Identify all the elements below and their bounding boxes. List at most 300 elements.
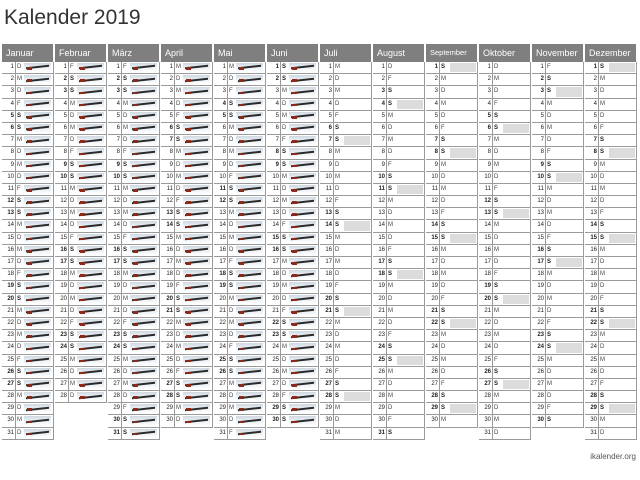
day-cell[interactable] [267, 355, 319, 367]
day-cell[interactable] [214, 62, 266, 74]
day-cell[interactable] [108, 355, 160, 367]
day-cell[interactable] [320, 403, 372, 415]
day-cell[interactable] [161, 99, 213, 111]
day-cell[interactable] [214, 415, 266, 427]
day-cell[interactable] [320, 208, 372, 220]
day-cell[interactable] [479, 184, 531, 196]
day-cell[interactable] [267, 147, 319, 159]
day-cell[interactable] [585, 196, 637, 208]
day-cell[interactable] [585, 123, 637, 135]
day-cell[interactable] [373, 391, 425, 403]
day-cell[interactable] [214, 147, 266, 159]
day-cell[interactable] [532, 367, 584, 379]
day-cell[interactable] [373, 379, 425, 391]
day-cell[interactable] [479, 342, 531, 354]
day-cell[interactable] [108, 86, 160, 98]
day-cell[interactable] [479, 172, 531, 184]
day-cell[interactable] [532, 111, 584, 123]
day-cell[interactable] [585, 355, 637, 367]
day-cell[interactable] [55, 135, 107, 147]
day-cell[interactable] [479, 74, 531, 86]
day-cell[interactable] [267, 306, 319, 318]
day-cell[interactable] [585, 233, 637, 245]
day-cell[interactable] [214, 123, 266, 135]
day-cell[interactable] [161, 415, 213, 427]
day-cell[interactable] [585, 74, 637, 86]
day-cell[interactable] [585, 269, 637, 281]
day-cell[interactable] [585, 99, 637, 111]
day-cell[interactable] [479, 257, 531, 269]
day-cell[interactable] [108, 172, 160, 184]
day-cell[interactable] [426, 257, 478, 269]
day-cell[interactable] [585, 135, 637, 147]
day-cell[interactable] [479, 245, 531, 257]
day-cell[interactable] [320, 123, 372, 135]
day-cell[interactable] [267, 367, 319, 379]
day-cell[interactable] [320, 428, 372, 440]
day-cell[interactable] [161, 306, 213, 318]
day-cell[interactable] [2, 220, 54, 232]
day-cell[interactable] [426, 391, 478, 403]
day-cell[interactable] [161, 245, 213, 257]
day-cell[interactable] [479, 379, 531, 391]
day-cell[interactable] [373, 220, 425, 232]
day-cell[interactable] [108, 269, 160, 281]
day-cell[interactable] [426, 184, 478, 196]
day-cell[interactable] [373, 367, 425, 379]
day-cell[interactable] [320, 342, 372, 354]
day-cell[interactable] [161, 330, 213, 342]
day-cell[interactable] [373, 269, 425, 281]
day-cell[interactable] [161, 160, 213, 172]
day-cell[interactable] [161, 294, 213, 306]
day-cell[interactable] [267, 220, 319, 232]
day-cell[interactable] [108, 367, 160, 379]
day-cell[interactable] [585, 86, 637, 98]
day-cell[interactable] [585, 62, 637, 74]
day-cell[interactable] [426, 135, 478, 147]
day-cell[interactable] [267, 160, 319, 172]
day-cell[interactable] [373, 355, 425, 367]
day-cell[interactable] [55, 306, 107, 318]
day-cell[interactable] [373, 86, 425, 98]
day-cell[interactable] [108, 208, 160, 220]
day-cell[interactable] [2, 196, 54, 208]
day-cell[interactable] [426, 415, 478, 427]
day-cell[interactable] [320, 306, 372, 318]
day-cell[interactable] [267, 172, 319, 184]
day-cell[interactable] [532, 86, 584, 98]
day-cell[interactable] [373, 403, 425, 415]
day-cell[interactable] [2, 184, 54, 196]
day-cell[interactable] [426, 281, 478, 293]
day-cell[interactable] [267, 342, 319, 354]
day-cell[interactable] [479, 269, 531, 281]
day-cell[interactable] [267, 86, 319, 98]
day-cell[interactable] [55, 74, 107, 86]
day-cell[interactable] [2, 330, 54, 342]
day-cell[interactable] [2, 269, 54, 281]
day-cell[interactable] [532, 220, 584, 232]
day-cell[interactable] [426, 172, 478, 184]
day-cell[interactable] [108, 391, 160, 403]
day-cell[interactable] [55, 99, 107, 111]
day-cell[interactable] [320, 257, 372, 269]
day-cell[interactable] [55, 355, 107, 367]
day-cell[interactable] [479, 415, 531, 427]
day-cell[interactable] [373, 428, 425, 440]
day-cell[interactable] [214, 208, 266, 220]
day-cell[interactable] [108, 111, 160, 123]
day-cell[interactable] [2, 257, 54, 269]
day-cell[interactable] [320, 318, 372, 330]
day-cell[interactable] [426, 147, 478, 159]
day-cell[interactable] [2, 233, 54, 245]
day-cell[interactable] [585, 172, 637, 184]
day-cell[interactable] [585, 403, 637, 415]
day-cell[interactable] [267, 403, 319, 415]
day-cell[interactable] [373, 233, 425, 245]
day-cell[interactable] [426, 62, 478, 74]
day-cell[interactable] [479, 403, 531, 415]
day-cell[interactable] [214, 306, 266, 318]
day-cell[interactable] [55, 269, 107, 281]
day-cell[interactable] [55, 62, 107, 74]
day-cell[interactable] [2, 172, 54, 184]
day-cell[interactable] [585, 281, 637, 293]
day-cell[interactable] [426, 196, 478, 208]
day-cell[interactable] [267, 257, 319, 269]
day-cell[interactable] [479, 318, 531, 330]
day-cell[interactable] [161, 74, 213, 86]
day-cell[interactable] [532, 147, 584, 159]
day-cell[interactable] [55, 208, 107, 220]
day-cell[interactable] [373, 123, 425, 135]
day-cell[interactable] [108, 281, 160, 293]
day-cell[interactable] [108, 330, 160, 342]
day-cell[interactable] [320, 269, 372, 281]
day-cell[interactable] [2, 379, 54, 391]
day-cell[interactable] [267, 269, 319, 281]
day-cell[interactable] [161, 269, 213, 281]
day-cell[interactable] [161, 318, 213, 330]
day-cell[interactable] [2, 111, 54, 123]
day-cell[interactable] [320, 160, 372, 172]
day-cell[interactable] [2, 415, 54, 427]
day-cell[interactable] [585, 391, 637, 403]
day-cell[interactable] [108, 62, 160, 74]
day-cell[interactable] [479, 111, 531, 123]
day-cell[interactable] [267, 74, 319, 86]
day-cell[interactable] [320, 355, 372, 367]
day-cell[interactable] [214, 379, 266, 391]
day-cell[interactable] [214, 281, 266, 293]
day-cell[interactable] [373, 135, 425, 147]
day-cell[interactable] [426, 99, 478, 111]
day-cell[interactable] [214, 160, 266, 172]
day-cell[interactable] [373, 196, 425, 208]
day-cell[interactable] [267, 330, 319, 342]
day-cell[interactable] [55, 367, 107, 379]
day-cell[interactable] [214, 99, 266, 111]
day-cell[interactable] [426, 294, 478, 306]
day-cell[interactable] [532, 172, 584, 184]
day-cell[interactable] [532, 196, 584, 208]
day-cell[interactable] [267, 99, 319, 111]
day-cell[interactable] [320, 245, 372, 257]
day-cell[interactable] [532, 415, 584, 427]
day-cell[interactable] [585, 257, 637, 269]
day-cell[interactable] [214, 330, 266, 342]
day-cell[interactable] [267, 62, 319, 74]
day-cell[interactable] [320, 220, 372, 232]
day-cell[interactable] [426, 306, 478, 318]
day-cell[interactable] [2, 318, 54, 330]
day-cell[interactable] [267, 281, 319, 293]
day-cell[interactable] [214, 269, 266, 281]
day-cell[interactable] [108, 99, 160, 111]
day-cell[interactable] [267, 391, 319, 403]
day-cell[interactable] [2, 403, 54, 415]
day-cell[interactable] [479, 391, 531, 403]
day-cell[interactable] [532, 281, 584, 293]
day-cell[interactable] [2, 74, 54, 86]
day-cell[interactable] [532, 379, 584, 391]
day-cell[interactable] [426, 74, 478, 86]
day-cell[interactable] [267, 196, 319, 208]
day-cell[interactable] [373, 111, 425, 123]
day-cell[interactable] [585, 147, 637, 159]
day-cell[interactable] [55, 318, 107, 330]
day-cell[interactable] [214, 74, 266, 86]
day-cell[interactable] [108, 428, 160, 440]
day-cell[interactable] [55, 172, 107, 184]
day-cell[interactable] [55, 257, 107, 269]
day-cell[interactable] [108, 342, 160, 354]
day-cell[interactable] [426, 208, 478, 220]
day-cell[interactable] [320, 111, 372, 123]
day-cell[interactable] [161, 391, 213, 403]
day-cell[interactable] [214, 355, 266, 367]
day-cell[interactable] [373, 306, 425, 318]
day-cell[interactable] [585, 367, 637, 379]
day-cell[interactable] [214, 172, 266, 184]
day-cell[interactable] [320, 415, 372, 427]
day-cell[interactable] [532, 123, 584, 135]
day-cell[interactable] [320, 135, 372, 147]
day-cell[interactable] [214, 111, 266, 123]
day-cell[interactable] [479, 294, 531, 306]
day-cell[interactable] [2, 355, 54, 367]
day-cell[interactable] [2, 160, 54, 172]
day-cell[interactable] [585, 415, 637, 427]
day-cell[interactable] [479, 281, 531, 293]
day-cell[interactable] [479, 135, 531, 147]
day-cell[interactable] [426, 220, 478, 232]
day-cell[interactable] [108, 294, 160, 306]
day-cell[interactable] [161, 196, 213, 208]
day-cell[interactable] [532, 245, 584, 257]
day-cell[interactable] [479, 147, 531, 159]
day-cell[interactable] [426, 160, 478, 172]
day-cell[interactable] [214, 135, 266, 147]
day-cell[interactable] [373, 184, 425, 196]
day-cell[interactable] [426, 233, 478, 245]
day-cell[interactable] [479, 160, 531, 172]
day-cell[interactable] [161, 62, 213, 74]
day-cell[interactable] [320, 379, 372, 391]
day-cell[interactable] [55, 330, 107, 342]
day-cell[interactable] [373, 62, 425, 74]
day-cell[interactable] [55, 123, 107, 135]
day-cell[interactable] [267, 123, 319, 135]
day-cell[interactable] [214, 86, 266, 98]
day-cell[interactable] [108, 123, 160, 135]
day-cell[interactable] [532, 233, 584, 245]
day-cell[interactable] [214, 245, 266, 257]
day-cell[interactable] [320, 184, 372, 196]
day-cell[interactable] [479, 355, 531, 367]
day-cell[interactable] [55, 86, 107, 98]
day-cell[interactable] [532, 330, 584, 342]
day-cell[interactable] [108, 415, 160, 427]
day-cell[interactable] [108, 318, 160, 330]
day-cell[interactable] [214, 428, 266, 440]
day-cell[interactable] [267, 111, 319, 123]
day-cell[interactable] [532, 342, 584, 354]
day-cell[interactable] [55, 281, 107, 293]
day-cell[interactable] [585, 208, 637, 220]
day-cell[interactable] [161, 233, 213, 245]
day-cell[interactable] [585, 160, 637, 172]
day-cell[interactable] [320, 367, 372, 379]
day-cell[interactable] [320, 281, 372, 293]
day-cell[interactable] [426, 318, 478, 330]
day-cell[interactable] [585, 342, 637, 354]
day-cell[interactable] [161, 147, 213, 159]
day-cell[interactable] [108, 257, 160, 269]
day-cell[interactable] [426, 111, 478, 123]
day-cell[interactable] [214, 196, 266, 208]
day-cell[interactable] [214, 318, 266, 330]
day-cell[interactable] [108, 184, 160, 196]
day-cell[interactable] [320, 196, 372, 208]
day-cell[interactable] [320, 74, 372, 86]
day-cell[interactable] [532, 135, 584, 147]
day-cell[interactable] [426, 123, 478, 135]
day-cell[interactable] [108, 160, 160, 172]
day-cell[interactable] [2, 135, 54, 147]
day-cell[interactable] [585, 330, 637, 342]
day-cell[interactable] [426, 367, 478, 379]
day-cell[interactable] [373, 160, 425, 172]
day-cell[interactable] [214, 403, 266, 415]
day-cell[interactable] [161, 367, 213, 379]
day-cell[interactable] [426, 245, 478, 257]
day-cell[interactable] [479, 233, 531, 245]
day-cell[interactable] [585, 318, 637, 330]
day-cell[interactable] [108, 220, 160, 232]
day-cell[interactable] [426, 86, 478, 98]
day-cell[interactable] [479, 62, 531, 74]
day-cell[interactable] [267, 245, 319, 257]
day-cell[interactable] [373, 147, 425, 159]
day-cell[interactable] [2, 306, 54, 318]
day-cell[interactable] [426, 342, 478, 354]
day-cell[interactable] [161, 379, 213, 391]
day-cell[interactable] [161, 220, 213, 232]
day-cell[interactable] [2, 208, 54, 220]
day-cell[interactable] [585, 379, 637, 391]
day-cell[interactable] [267, 184, 319, 196]
day-cell[interactable] [267, 208, 319, 220]
day-cell[interactable] [108, 403, 160, 415]
day-cell[interactable] [2, 245, 54, 257]
day-cell[interactable] [426, 269, 478, 281]
day-cell[interactable] [2, 99, 54, 111]
day-cell[interactable] [161, 184, 213, 196]
day-cell[interactable] [55, 160, 107, 172]
day-cell[interactable] [426, 355, 478, 367]
day-cell[interactable] [479, 99, 531, 111]
day-cell[interactable] [320, 86, 372, 98]
day-cell[interactable] [532, 306, 584, 318]
day-cell[interactable] [161, 342, 213, 354]
day-cell[interactable] [2, 147, 54, 159]
day-cell[interactable] [373, 208, 425, 220]
day-cell[interactable] [214, 257, 266, 269]
day-cell[interactable] [532, 391, 584, 403]
day-cell[interactable] [532, 99, 584, 111]
day-cell[interactable] [108, 306, 160, 318]
day-cell[interactable] [2, 367, 54, 379]
day-cell[interactable] [161, 208, 213, 220]
day-cell[interactable] [532, 160, 584, 172]
day-cell[interactable] [267, 415, 319, 427]
day-cell[interactable] [214, 391, 266, 403]
day-cell[interactable] [267, 379, 319, 391]
day-cell[interactable] [479, 330, 531, 342]
day-cell[interactable] [214, 220, 266, 232]
day-cell[interactable] [267, 233, 319, 245]
day-cell[interactable] [532, 403, 584, 415]
day-cell[interactable] [585, 111, 637, 123]
day-cell[interactable] [320, 62, 372, 74]
day-cell[interactable] [55, 220, 107, 232]
day-cell[interactable] [479, 208, 531, 220]
day-cell[interactable] [532, 184, 584, 196]
day-cell[interactable] [161, 403, 213, 415]
day-cell[interactable] [532, 294, 584, 306]
day-cell[interactable] [532, 208, 584, 220]
day-cell[interactable] [2, 391, 54, 403]
day-cell[interactable] [55, 196, 107, 208]
day-cell[interactable] [585, 184, 637, 196]
day-cell[interactable] [161, 123, 213, 135]
day-cell[interactable] [479, 123, 531, 135]
day-cell[interactable] [2, 342, 54, 354]
day-cell[interactable] [161, 355, 213, 367]
day-cell[interactable] [214, 367, 266, 379]
day-cell[interactable] [108, 135, 160, 147]
day-cell[interactable] [267, 318, 319, 330]
day-cell[interactable] [320, 233, 372, 245]
day-cell[interactable] [55, 391, 107, 403]
day-cell[interactable] [108, 245, 160, 257]
day-cell[interactable] [161, 86, 213, 98]
day-cell[interactable] [55, 294, 107, 306]
day-cell[interactable] [532, 74, 584, 86]
